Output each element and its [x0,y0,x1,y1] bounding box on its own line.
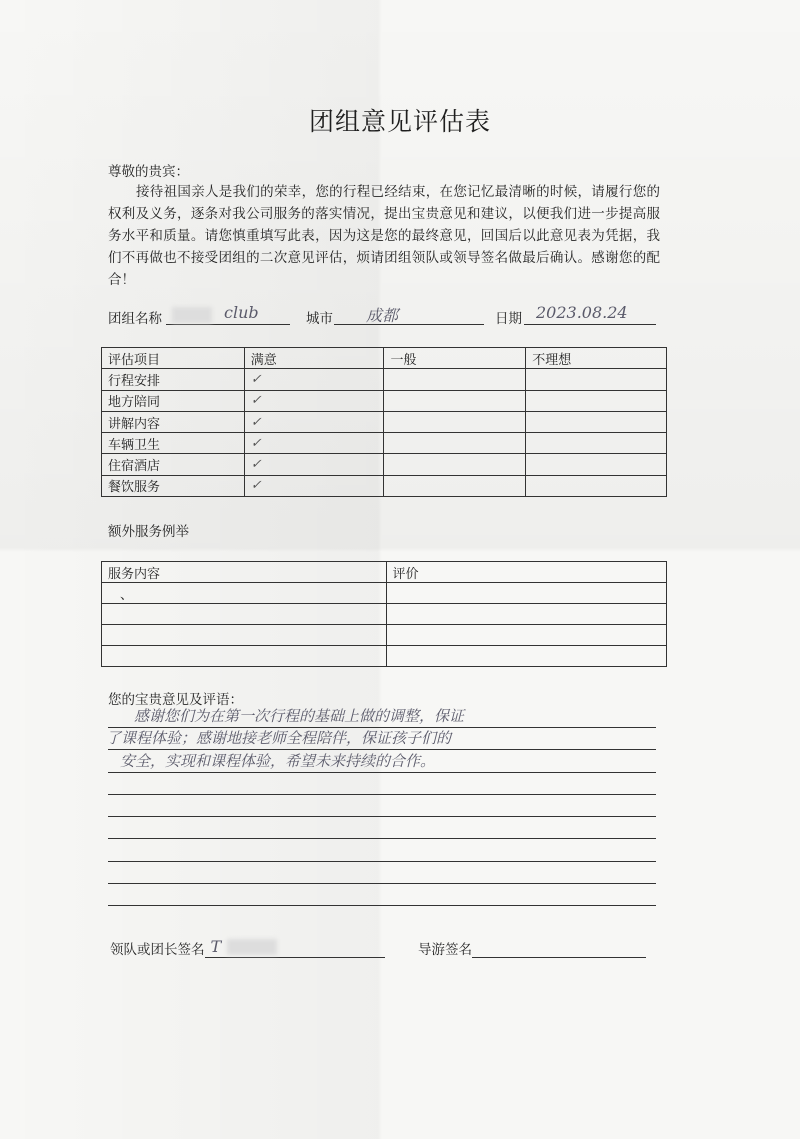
table-header-row [102,348,667,369]
check-mark[interactable]: ✓ [244,411,384,432]
city-value: 成都 [366,306,399,325]
header-item: 评估项目 [102,348,245,369]
extra-section-label: 额外服务例举 [108,524,189,540]
review-cell[interactable] [386,625,667,646]
table-row [102,390,667,411]
comment-line [108,773,656,795]
review-cell[interactable] [386,646,667,667]
header-satisfied: 满意 [244,348,384,369]
cell-unsatisfied[interactable] [526,433,667,454]
table-row [102,411,667,432]
cell-average[interactable] [384,475,526,496]
service-cell[interactable]: 、 [102,583,387,604]
cell-average[interactable] [384,433,526,454]
item-label: 地方陪同 [102,390,245,411]
comment-line [108,817,656,839]
form-title: 团组意见评估表 [308,107,491,136]
comment-line [108,839,656,861]
comments-label: 您的宝贵意见及评语： [108,692,243,708]
cell-unsatisfied[interactable] [526,411,667,432]
header-service: 服务内容 [102,562,387,583]
date-field[interactable] [524,324,656,325]
header-review: 评价 [386,562,667,583]
comments-area[interactable] [108,697,656,906]
cell-average[interactable] [384,454,526,475]
city-label: 城市 [306,311,333,327]
item-label: 讲解内容 [102,411,245,432]
table-row [102,646,667,667]
comment-text: 感谢您们为在第一次行程的基础上做的调整，保证 [134,707,465,725]
table-row [102,625,667,646]
cell-average[interactable] [384,411,526,432]
comment-line [108,862,656,884]
comment-line [108,750,656,772]
redaction-blur [172,307,212,323]
group-name-field[interactable] [166,324,290,325]
guide-signature-label: 导游签名 [418,942,472,958]
redaction-blur [227,939,277,955]
service-cell[interactable] [102,625,387,646]
item-label: 住宿酒店 [102,454,245,475]
comment-line [108,795,656,817]
check-mark[interactable]: ✓ [244,433,384,454]
item-label: 行程安排 [102,369,245,390]
header-unsatisfied: 不理想 [526,348,667,369]
comment-line [108,728,656,750]
item-label: 车辆卫生 [102,433,245,454]
table-row [102,475,667,496]
cell-unsatisfied[interactable] [526,454,667,475]
table-row [102,604,667,625]
item-label: 餐饮服务 [102,475,245,496]
evaluation-table [101,347,667,497]
header-average: 一般 [384,348,526,369]
greeting: 尊敬的贵宾： [108,164,189,180]
guide-signature [418,938,646,958]
leader-signature-field[interactable] [205,937,385,958]
table-row [102,433,667,454]
leader-signature-label: 领队或团长签名 [110,942,205,958]
info-row [108,305,658,327]
signature-scribble: T [210,937,222,956]
guide-signature-field[interactable] [472,941,646,958]
service-cell[interactable] [102,646,387,667]
cell-average[interactable] [384,369,526,390]
cell-unsatisfied[interactable] [526,390,667,411]
check-mark[interactable]: ✓ [244,390,384,411]
leader-signature [110,938,385,958]
extra-service-table [101,561,667,667]
cell-unsatisfied[interactable] [526,475,667,496]
review-cell[interactable] [386,604,667,625]
check-mark[interactable]: ✓ [244,475,384,496]
table-row [102,583,667,604]
table-row [102,369,667,390]
check-mark[interactable]: ✓ [244,454,384,475]
service-cell[interactable] [102,604,387,625]
city-field[interactable] [334,324,484,325]
table-header-row [102,562,667,583]
comment-text: 了课程体验；感谢地接老师全程陪伴，保证孩子们的 [106,729,452,748]
date-label: 日期 [495,311,522,327]
table-row [102,454,667,475]
comment-text: 安全，实现和课程体验，希望未来持续的合作。 [120,751,436,770]
intro-paragraph: 接待祖国亲人是我们的荣幸，您的行程已经结束，在您记忆最清晰的时候，请履行您的权利及义务，逐条对我公司服务的落实情况，提出宝贵意见和建议，以便我们进一步提高服务水平和质量。请您慎重填写此表，因为这是您的最终意见，回国后以此意见表为凭据，我们不再做也不接受团组的二次意见评估，烦请团组领队或领导签名做最后确认。感谢您的配合！ [108,184,660,288]
cell-average[interactable] [384,390,526,411]
check-mark[interactable]: ✓ [244,369,384,390]
comment-line [108,884,656,906]
comment-line [108,697,656,728]
group-name-value: club [224,303,259,322]
date-value: 2023.08.24 [536,303,628,322]
group-name-label: 团组名称 [108,311,162,327]
cell-unsatisfied[interactable] [526,369,667,390]
review-cell[interactable] [386,583,667,604]
